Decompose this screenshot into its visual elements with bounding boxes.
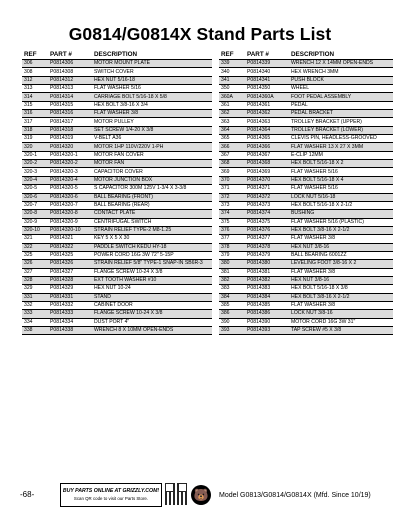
cell-part-number: P0814308 — [48, 68, 92, 76]
cell-description: FLAT WASHER 3/8 — [289, 301, 393, 309]
cell-part-number: P0814372 — [245, 193, 289, 201]
cell-ref: 329 — [22, 285, 48, 293]
cell-description: STRAIN RELIEF 5/8" TYPE-1 SNAP-IN SB6R-3 — [92, 260, 212, 268]
table-row — [22, 143, 212, 151]
cell-description: PEDAL — [289, 101, 393, 109]
table-row — [22, 226, 212, 234]
cell-part-number: P0814350 — [245, 85, 289, 93]
parts-store-promo — [60, 483, 162, 507]
cell-description: STAND — [92, 293, 212, 301]
table-row — [219, 235, 393, 243]
col-header-ref: REF — [24, 51, 37, 58]
table-row — [219, 285, 393, 293]
table-row — [219, 201, 393, 209]
cell-ref: 360A — [219, 93, 245, 101]
table-row — [22, 185, 212, 193]
parts-table-left — [22, 50, 212, 335]
cell-ref: 365 — [219, 135, 245, 143]
cell-part-number: P0814317 — [48, 118, 92, 126]
cell-ref: 380 — [219, 260, 245, 268]
table-header-row — [219, 50, 393, 60]
table-row — [22, 126, 212, 134]
table-row — [219, 260, 393, 268]
cell-ref: 341 — [219, 76, 245, 84]
table-row — [219, 135, 393, 143]
cell-description: LOCK NUT 3/8-16 — [289, 310, 393, 318]
cell-part-number: P0814370 — [245, 176, 289, 184]
cell-ref: 371 — [219, 185, 245, 193]
cell-ref: 325 — [22, 251, 48, 259]
table-row — [22, 85, 212, 93]
cell-description: TROLLEY BRACKET (UPPER) — [289, 118, 393, 126]
cell-description: FLAT WASHER 5/16 (PLASTIC) — [289, 218, 393, 226]
cell-ref: 320 — [22, 143, 48, 151]
cell-part-number: P0814322 — [48, 243, 92, 251]
parts-table-right — [219, 50, 393, 335]
table-row — [22, 318, 212, 326]
table-row — [219, 76, 393, 84]
table-row — [219, 143, 393, 151]
table-row — [22, 310, 212, 318]
table-row — [22, 201, 212, 209]
cell-description: TROLLEY BRACKET (LOWER) — [289, 126, 393, 134]
cell-ref: 320-5 — [22, 185, 48, 193]
cell-description: TAP SCREW #5 X 3/8 — [289, 327, 393, 335]
cell-description: FLANGE SCREW 10-24 X 3/8 — [92, 268, 212, 276]
table-row — [219, 126, 393, 134]
cell-description: CLEVIS PIN, HEADLESS-GROOVED — [289, 135, 393, 143]
cell-part-number: P0814320-7 — [48, 201, 92, 209]
cell-ref: 361 — [219, 101, 245, 109]
cell-part-number: P0814360A — [245, 93, 289, 101]
cell-ref: 378 — [219, 243, 245, 251]
cell-part-number: P0814320-2 — [48, 160, 92, 168]
cell-part-number: P0814362 — [245, 110, 289, 118]
cell-part-number: P0814331 — [48, 293, 92, 301]
cell-ref: 362 — [219, 110, 245, 118]
cell-ref: 331 — [22, 293, 48, 301]
table-row — [22, 151, 212, 159]
cell-ref: 313 — [22, 85, 48, 93]
bear-logo-icon: 🐻 — [191, 485, 211, 505]
cell-part-number: P0814329 — [48, 285, 92, 293]
cell-ref: 381 — [219, 268, 245, 276]
cell-part-number: P0814379 — [245, 251, 289, 259]
cell-description: HEX BOLT 3/8-16 X 2-1/2 — [289, 293, 393, 301]
cell-description: PADDLE SWITCH KEDU HY-18 — [92, 243, 212, 251]
cell-part-number: P0814316 — [48, 110, 92, 118]
table-row — [22, 118, 212, 126]
cell-ref: 320-10 — [22, 226, 48, 234]
cell-part-number: P0814374 — [245, 210, 289, 218]
table-row — [22, 160, 212, 168]
cell-description: LEVELING FOOT 3/8-16 X 2 — [289, 260, 393, 268]
cell-description: CAPACITOR COVER — [92, 168, 212, 176]
cell-ref: 326 — [22, 260, 48, 268]
table-row — [219, 160, 393, 168]
cell-ref: 340 — [219, 68, 245, 76]
cell-ref: 327 — [22, 268, 48, 276]
col-header-part: PART # — [247, 51, 269, 58]
cell-part-number: P0814326 — [48, 260, 92, 268]
cell-ref: 384 — [219, 293, 245, 301]
cell-ref: 350 — [219, 85, 245, 93]
cell-ref: 338 — [22, 327, 48, 335]
cell-ref: 367 — [219, 151, 245, 159]
cell-part-number: P0814320 — [48, 143, 92, 151]
cell-part-number: P0814320-6 — [48, 193, 92, 201]
cell-ref: 316 — [22, 110, 48, 118]
cell-part-number: P0814325 — [48, 251, 92, 259]
cell-ref: 318 — [22, 126, 48, 134]
cell-ref: 374 — [219, 210, 245, 218]
table-row — [219, 101, 393, 109]
cell-part-number: P0814312 — [48, 76, 92, 84]
cell-part-number: P0814319 — [48, 135, 92, 143]
cell-part-number: P0814320-5 — [48, 185, 92, 193]
table-row — [22, 251, 212, 259]
cell-ref: 375 — [219, 218, 245, 226]
cell-part-number: P0814338 — [48, 327, 92, 335]
cell-description: WHEEL — [289, 85, 393, 93]
cell-ref: 332 — [22, 301, 48, 309]
cell-ref: 315 — [22, 101, 48, 109]
cell-part-number: P0814371 — [245, 185, 289, 193]
cell-description: WRENCH 12 X 14MM OPEN-ENDS — [289, 60, 393, 68]
cell-part-number: P0814320-9 — [48, 218, 92, 226]
cell-description: HEX WRENCH 3MM — [289, 68, 393, 76]
table-row — [22, 327, 212, 335]
cell-ref: 320-2 — [22, 160, 48, 168]
table-row — [22, 210, 212, 218]
cell-part-number: P0814306 — [48, 60, 92, 68]
table-row — [22, 168, 212, 176]
cell-description: FLAT WASHER 3/8 — [289, 268, 393, 276]
cell-part-number: P0814361 — [245, 101, 289, 109]
cell-description: MOTOR FAN — [92, 160, 212, 168]
table-row — [219, 193, 393, 201]
table-row — [219, 151, 393, 159]
cell-part-number: P0814328 — [48, 276, 92, 284]
cell-part-number: P0814332 — [48, 301, 92, 309]
table-row — [22, 110, 212, 118]
cell-part-number: P0814373 — [245, 201, 289, 209]
table-row — [219, 251, 393, 259]
table-row — [219, 327, 393, 335]
cell-description: EXT TOOTH WASHER #10 — [92, 276, 212, 284]
cell-description: SET SCREW 1/4-20 X 3/8 — [92, 126, 212, 134]
cell-part-number: P0814363 — [245, 118, 289, 126]
cell-part-number: P0814366 — [245, 143, 289, 151]
cell-part-number: P0814367 — [245, 151, 289, 159]
cell-description: S CAPACITOR 300M 125V 1-3/4 X 3-3/8 — [92, 185, 212, 193]
cell-ref: 339 — [219, 60, 245, 68]
table-row — [22, 193, 212, 201]
cell-ref: 382 — [219, 276, 245, 284]
cell-part-number: P0814314 — [48, 93, 92, 101]
cell-part-number: P0814320-10 — [48, 226, 92, 234]
col-header-ref: REF — [221, 51, 234, 58]
cell-ref: 373 — [219, 201, 245, 209]
cell-description: FLAT WASHER 3/8 — [92, 110, 212, 118]
cell-description: V-BELT A36 — [92, 135, 212, 143]
table-row — [22, 268, 212, 276]
cell-description: HEX BOLT 5/16-18 X 4 — [289, 176, 393, 184]
cell-description: FLANGE SCREW 10-24 X 3/8 — [92, 310, 212, 318]
table-row — [22, 243, 212, 251]
cell-part-number: P0814377 — [245, 235, 289, 243]
table-row — [219, 218, 393, 226]
cell-description: MOTOR MOUNT PLATE — [92, 60, 212, 68]
cell-part-number: P0814334 — [48, 318, 92, 326]
table-row — [22, 101, 212, 109]
table-row — [219, 168, 393, 176]
cell-part-number: P0814376 — [245, 226, 289, 234]
table-row — [219, 243, 393, 251]
cell-ref: 369 — [219, 168, 245, 176]
cell-ref: 306 — [22, 60, 48, 68]
page-number: -68- — [20, 490, 35, 499]
table-row — [22, 218, 212, 226]
table-row — [219, 68, 393, 76]
cell-part-number: P0814339 — [245, 60, 289, 68]
cell-description: E-CLIP 12MM — [289, 151, 393, 159]
cell-part-number: P0814321 — [48, 235, 92, 243]
cell-description: HEX NUT 10-24 — [92, 285, 212, 293]
cell-part-number: P0814378 — [245, 243, 289, 251]
cell-part-number: P0814368 — [245, 160, 289, 168]
cell-ref: 385 — [219, 301, 245, 309]
cell-part-number: P0814318 — [48, 126, 92, 134]
cell-part-number: P0814364 — [245, 126, 289, 134]
cell-part-number: P0814327 — [48, 268, 92, 276]
cell-ref: 379 — [219, 251, 245, 259]
col-header-description: DESCRIPTION — [291, 51, 335, 58]
cell-ref: 368 — [219, 160, 245, 168]
table-row — [219, 110, 393, 118]
cell-description: FLAT WASHER 5/16 — [289, 168, 393, 176]
cell-ref: 383 — [219, 285, 245, 293]
table-row — [219, 185, 393, 193]
table-row — [219, 60, 393, 68]
table-row — [219, 318, 393, 326]
cell-description: HEX BOLT 5/16-18 X 2 — [289, 160, 393, 168]
table-row — [219, 176, 393, 184]
cell-description: CARRIAGE BOLT 5/16-18 X 5/8 — [92, 93, 212, 101]
cell-part-number: P0814320-8 — [48, 210, 92, 218]
cell-part-number: P0814333 — [48, 310, 92, 318]
cell-description: FOOT PEDAL ASSEMBLY — [289, 93, 393, 101]
cell-ref: 364 — [219, 126, 245, 134]
cell-part-number: P0814384 — [245, 293, 289, 301]
cell-part-number: P0814369 — [245, 168, 289, 176]
table-row — [22, 60, 212, 68]
cell-part-number: P0814375 — [245, 218, 289, 226]
table-row — [219, 226, 393, 234]
qr-code-icon — [165, 483, 187, 505]
cell-part-number: P0814320-1 — [48, 151, 92, 159]
table-row — [22, 93, 212, 101]
table-row — [219, 276, 393, 284]
cell-part-number: P0814313 — [48, 85, 92, 93]
table-header-row — [22, 50, 212, 60]
cell-ref: 320-3 — [22, 168, 48, 176]
cell-description: BALL BEARING 6001ZZ — [289, 251, 393, 259]
cell-description: BALL BEARING (REAR) — [92, 201, 212, 209]
cell-ref: 312 — [22, 76, 48, 84]
col-header-description: DESCRIPTION — [94, 51, 138, 58]
cell-description: DUST PORT 4" — [92, 318, 212, 326]
cell-ref: 320-7 — [22, 201, 48, 209]
cell-ref: 320-1 — [22, 151, 48, 159]
table-row — [22, 285, 212, 293]
cell-description: CONTACT PLATE — [92, 210, 212, 218]
cell-description: HEX BOLT 3/8-16 X 3/4 — [92, 101, 212, 109]
cell-ref: 370 — [219, 176, 245, 184]
cell-description: HEX BOLT 5/16-18 X 2-1/2 — [289, 201, 393, 209]
cell-part-number: P0814385 — [245, 301, 289, 309]
cell-part-number: P0814381 — [245, 268, 289, 276]
cell-ref: 322 — [22, 243, 48, 251]
cell-ref: 334 — [22, 318, 48, 326]
cell-ref: 377 — [219, 235, 245, 243]
cell-description: STRAIN RELIEF TYPE-2 M8-1.25 — [92, 226, 212, 234]
cell-ref: 320-6 — [22, 193, 48, 201]
cell-description: HEX BOLT 3/8-16 X 2-1/2 — [289, 226, 393, 234]
cell-description: HEX NUT 3/8-16 — [289, 243, 393, 251]
cell-description: WRENCH 8 X 10MM OPEN-ENDS — [92, 327, 212, 335]
cell-description: MOTOR FAN COVER — [92, 151, 212, 159]
cell-part-number: P0814320-4 — [48, 176, 92, 184]
cell-description: PUSH BLOCK — [289, 76, 393, 84]
cell-part-number: P0814320-3 — [48, 168, 92, 176]
cell-description: MOTOR JUNCTION BOX — [92, 176, 212, 184]
cell-ref: 314 — [22, 93, 48, 101]
cell-description: POWER CORD 16G 3W 72" 5-15P — [92, 251, 212, 259]
table-row — [22, 293, 212, 301]
table-row — [22, 276, 212, 284]
table-row — [22, 235, 212, 243]
cell-description: SWITCH COVER — [92, 68, 212, 76]
cell-part-number: P0814340 — [245, 68, 289, 76]
table-row — [219, 293, 393, 301]
cell-description: HEX NUT 5/16-18 — [92, 76, 212, 84]
cell-ref: 320-8 — [22, 210, 48, 218]
cell-description: CENTRIFUGAL SWITCH — [92, 218, 212, 226]
cell-part-number: P0814390 — [245, 318, 289, 326]
promo-subtext: Scan QR code to visit our Parts Store. — [73, 496, 149, 501]
cell-description: FLAT WASHER 3/8 — [289, 235, 393, 243]
cell-description: PEDAL BRACKET — [289, 110, 393, 118]
table-row — [219, 301, 393, 309]
cell-ref: 308 — [22, 68, 48, 76]
col-header-part: PART # — [50, 51, 72, 58]
table-row — [219, 118, 393, 126]
cell-ref: 320-9 — [22, 218, 48, 226]
cell-ref: 372 — [219, 193, 245, 201]
cell-description: FLAT WASHER 13 X 27 X 3MM — [289, 143, 393, 151]
cell-ref: 363 — [219, 118, 245, 126]
cell-description: CABINET DOOR — [92, 301, 212, 309]
model-caption: Model G0813/G0814/G0814X (Mfd. Since 10/19) — [219, 492, 371, 499]
cell-part-number: P0814341 — [245, 76, 289, 84]
cell-ref: 328 — [22, 276, 48, 284]
cell-part-number: P0814382 — [245, 276, 289, 284]
cell-part-number: P0814315 — [48, 101, 92, 109]
table-row — [22, 176, 212, 184]
cell-part-number: P0814380 — [245, 260, 289, 268]
cell-ref: 376 — [219, 226, 245, 234]
cell-description: KEY 5 X 5 X 30 — [92, 235, 212, 243]
table-row — [219, 210, 393, 218]
cell-description: LOCK NUT 5/16-18 — [289, 193, 393, 201]
cell-ref: 390 — [219, 318, 245, 326]
cell-part-number: P0814386 — [245, 310, 289, 318]
cell-part-number: P0814383 — [245, 285, 289, 293]
table-row — [22, 260, 212, 268]
table-row — [22, 68, 212, 76]
table-row — [22, 76, 212, 84]
cell-description: HEX BOLT 5/16-18 X 3/8 — [289, 285, 393, 293]
page-title: G0814/G0814X Stand Parts List — [68, 24, 332, 44]
table-row — [219, 310, 393, 318]
cell-part-number: P0814393 — [245, 327, 289, 335]
cell-ref: 320-4 — [22, 176, 48, 184]
cell-description: BUSHING — [289, 210, 393, 218]
table-row — [219, 85, 393, 93]
cell-description: BALL BEARING (FRONT) — [92, 193, 212, 201]
cell-ref: 366 — [219, 143, 245, 151]
cell-ref: 321 — [22, 235, 48, 243]
cell-ref: 333 — [22, 310, 48, 318]
cell-description: MOTOR PULLEY — [92, 118, 212, 126]
promo-headline: BUY PARTS ONLINE AT GRIZZLY.COM! — [62, 488, 160, 494]
cell-ref: 393 — [219, 327, 245, 335]
table-row — [22, 135, 212, 143]
cell-ref: 386 — [219, 310, 245, 318]
cell-description: HEX NUT 3/8-16 — [289, 276, 393, 284]
table-row — [22, 301, 212, 309]
cell-part-number: P0814365 — [245, 135, 289, 143]
cell-description: FLAT WASHER 5/16 — [92, 85, 212, 93]
cell-ref: 319 — [22, 135, 48, 143]
table-row — [219, 268, 393, 276]
table-row — [219, 93, 393, 101]
cell-description: MOTOR CORD 16G 3W 31" — [289, 318, 393, 326]
cell-description: FLAT WASHER 5/16 — [289, 185, 393, 193]
cell-ref: 317 — [22, 118, 48, 126]
cell-description: MOTOR 1HP 110V/220V 1-PH — [92, 143, 212, 151]
